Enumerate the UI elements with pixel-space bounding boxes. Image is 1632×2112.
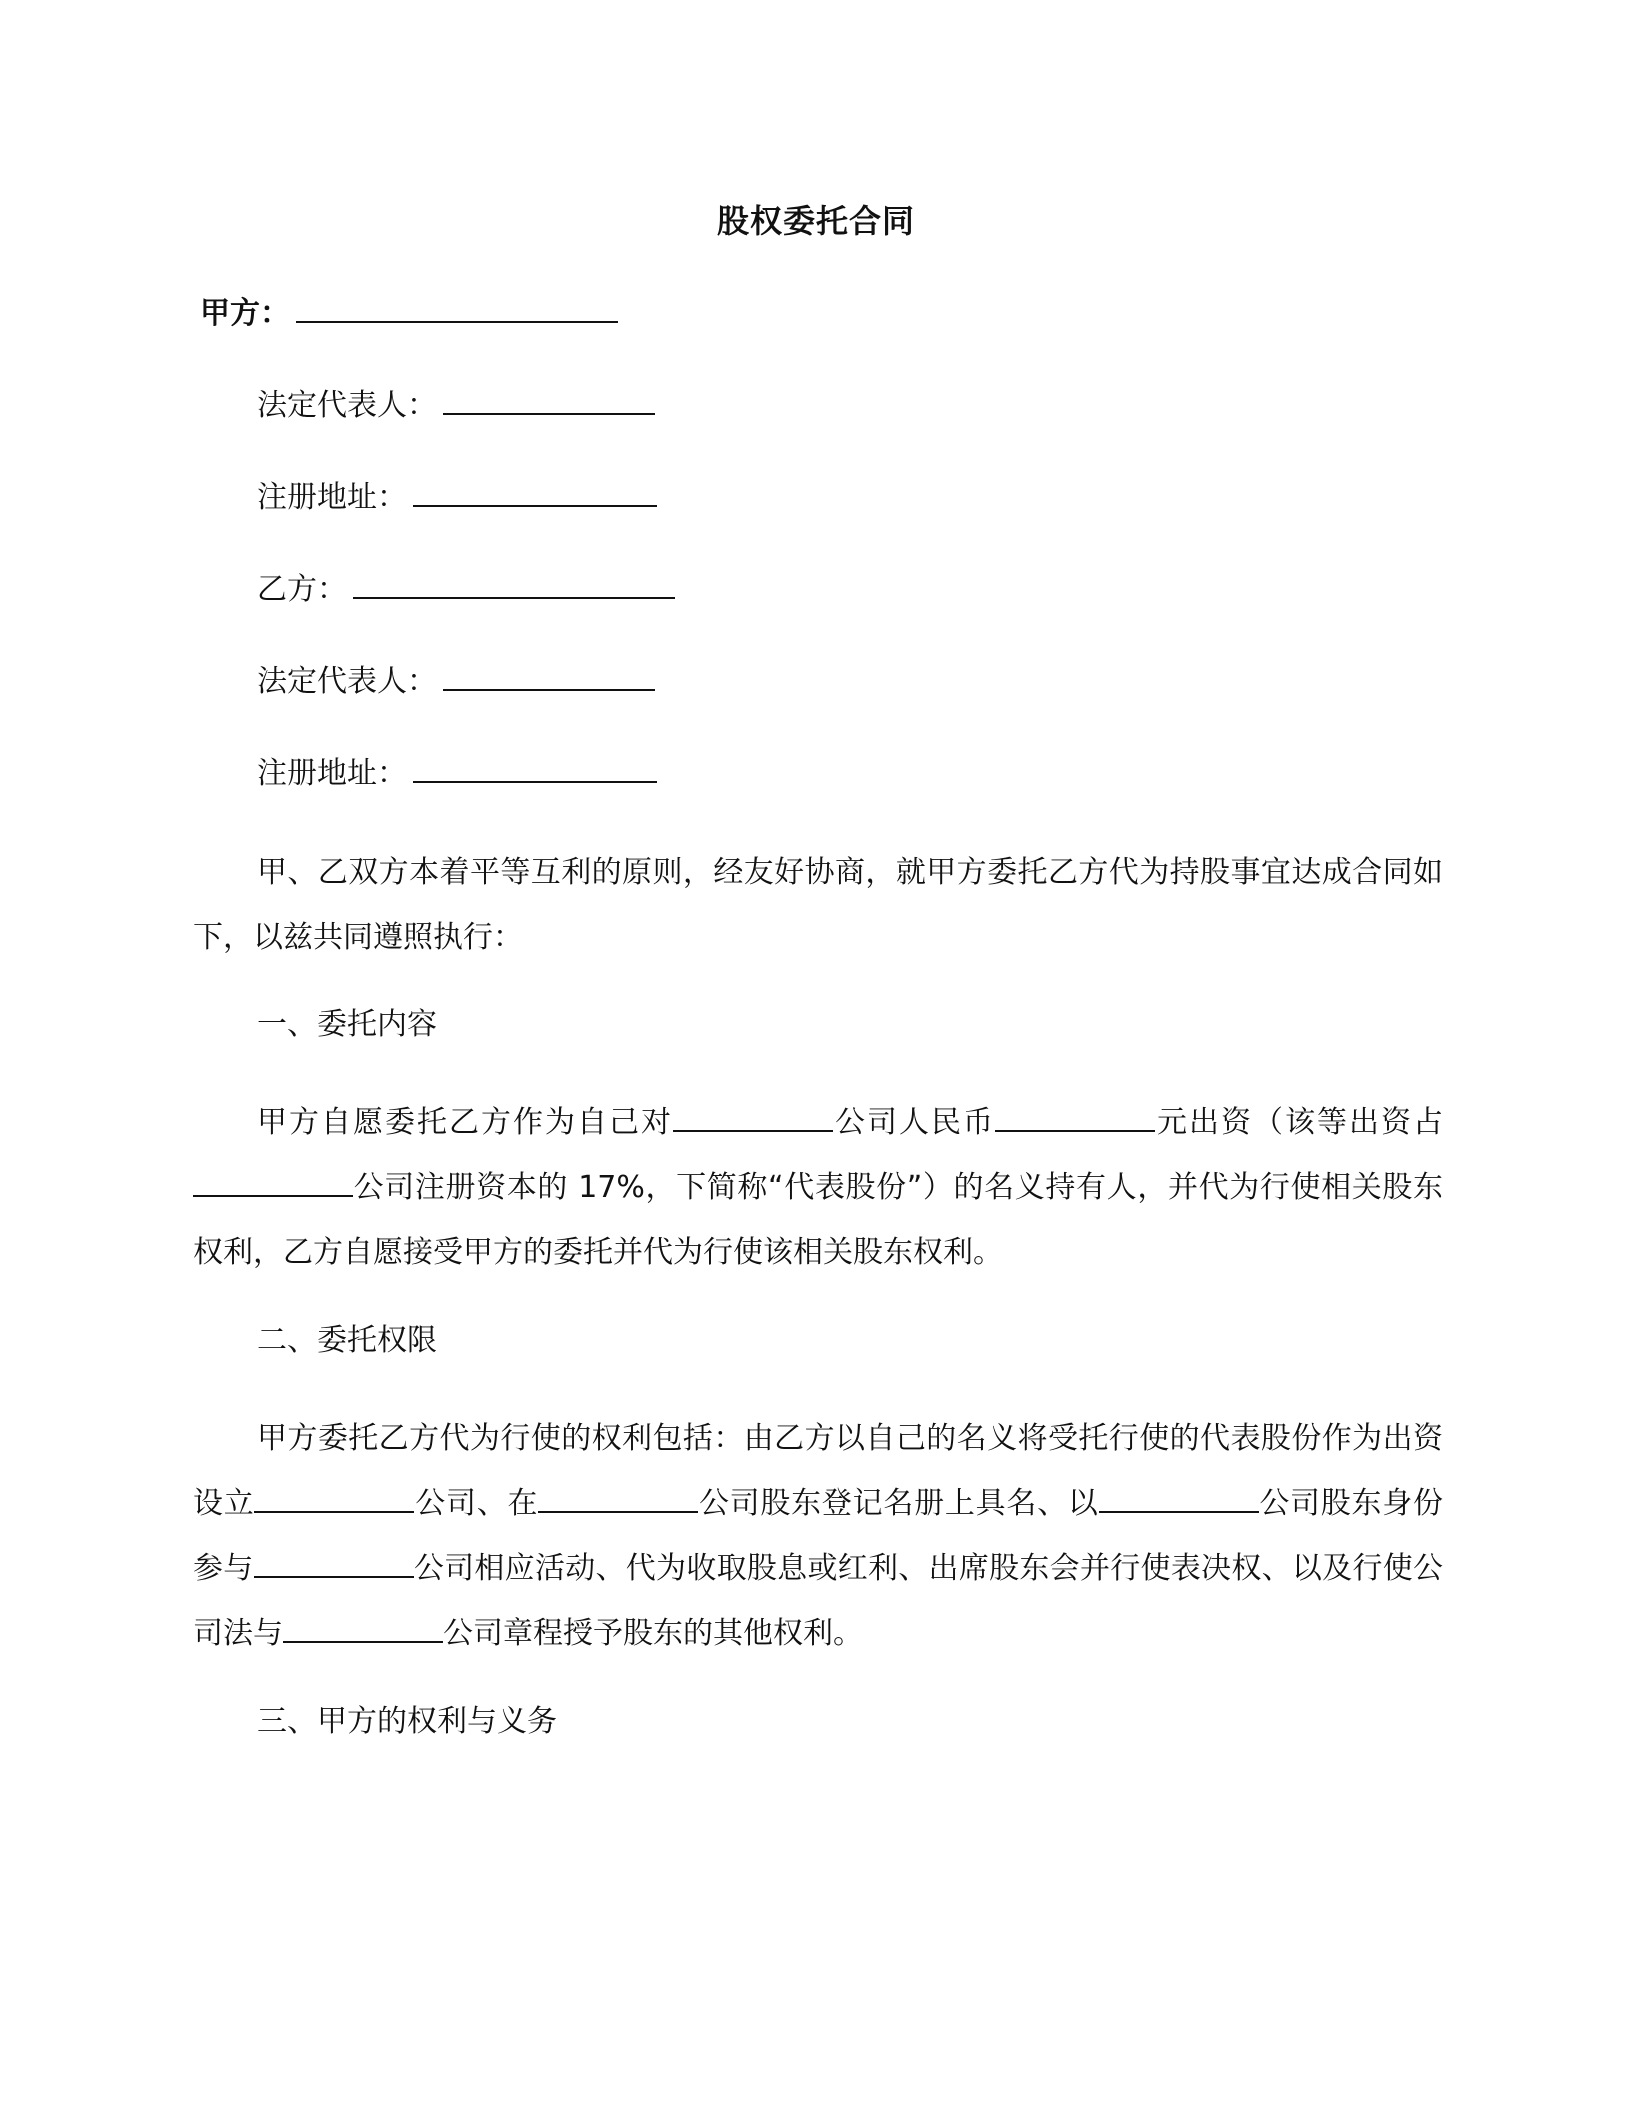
- section1-paragraph: [193, 1090, 1443, 1285]
- party-b-address-blank[interactable]: [413, 753, 657, 783]
- section1-blank-company-2[interactable]: [193, 1165, 353, 1197]
- section3-heading: 三、甲方的权利与义务: [257, 1704, 557, 1739]
- section2-heading: 二、委托权限: [257, 1323, 437, 1358]
- section1-text-3: 元出资（该等出资占: [1155, 1105, 1443, 1140]
- section1-heading: 一、委托内容: [257, 1007, 437, 1042]
- party-b-address-label: 注册地址：: [257, 756, 407, 791]
- party-b-rep-blank[interactable]: [443, 661, 655, 691]
- section2-paragraph: [193, 1406, 1443, 1666]
- party-a-rep-blank[interactable]: [443, 385, 655, 415]
- party-b-label: 乙方：: [257, 572, 347, 607]
- party-a-line: [200, 293, 618, 334]
- section2-text-1: 甲方委托乙方代为行使的权利包括：由乙方以自己的名义将受托行使的代表股份作为出资设立: [193, 1421, 1443, 1521]
- party-b-blank[interactable]: [353, 569, 675, 599]
- section2-blank-2[interactable]: [538, 1481, 698, 1513]
- party-a-blank[interactable]: [296, 293, 618, 323]
- section1-text-4: 公司注册资本的 17%，下简称“代表股份”）的名义持有人，并代为行使相关股东权利，乙方自愿接受甲方的委托并代为行使该相关股东权利。: [193, 1170, 1443, 1270]
- party-b-line: [257, 569, 675, 610]
- section2-text-4: 公司股东身份参与: [193, 1486, 1444, 1586]
- section2-blank-4[interactable]: [254, 1546, 414, 1578]
- section1-blank-amount[interactable]: [995, 1100, 1155, 1132]
- section2-blank-1[interactable]: [254, 1481, 414, 1513]
- section1-text-1: 甲方自愿委托乙方作为自己对: [257, 1105, 673, 1140]
- party-b-address-line: [257, 753, 657, 794]
- party-a-address-blank[interactable]: [413, 477, 657, 507]
- document-title: 股权委托合同: [716, 202, 915, 240]
- party-a-label: 甲方：: [200, 296, 290, 331]
- party-b-rep-line: [257, 661, 655, 702]
- party-a-rep-line: [257, 385, 655, 426]
- section2-text-5: 公司相应活动、代为收取股息或红利、出席股东会并行使表决权、以及行使公司法与: [193, 1551, 1444, 1651]
- intro-paragraph: 甲、乙双方本着平等互利的原则，经友好协商，就甲方委托乙方代为持股事宜达成合同如下，以兹共同遵照执行：: [193, 855, 1443, 955]
- section2-blank-5[interactable]: [283, 1611, 443, 1643]
- section2-text-3: 公司股东登记名册上具名、以: [698, 1486, 1099, 1521]
- section2-text-2: 公司、在: [414, 1486, 539, 1521]
- section1-text-2: 公司人民币: [833, 1105, 995, 1140]
- section2-text-6: 公司章程授予股东的其他权利。: [443, 1616, 863, 1651]
- party-a-address-line: [257, 477, 657, 518]
- party-b-rep-label: 法定代表人：: [257, 664, 437, 699]
- section2-blank-3[interactable]: [1099, 1481, 1259, 1513]
- party-a-address-label: 注册地址：: [257, 480, 407, 515]
- party-a-rep-label: 法定代表人：: [257, 388, 437, 423]
- section1-blank-company[interactable]: [673, 1100, 833, 1132]
